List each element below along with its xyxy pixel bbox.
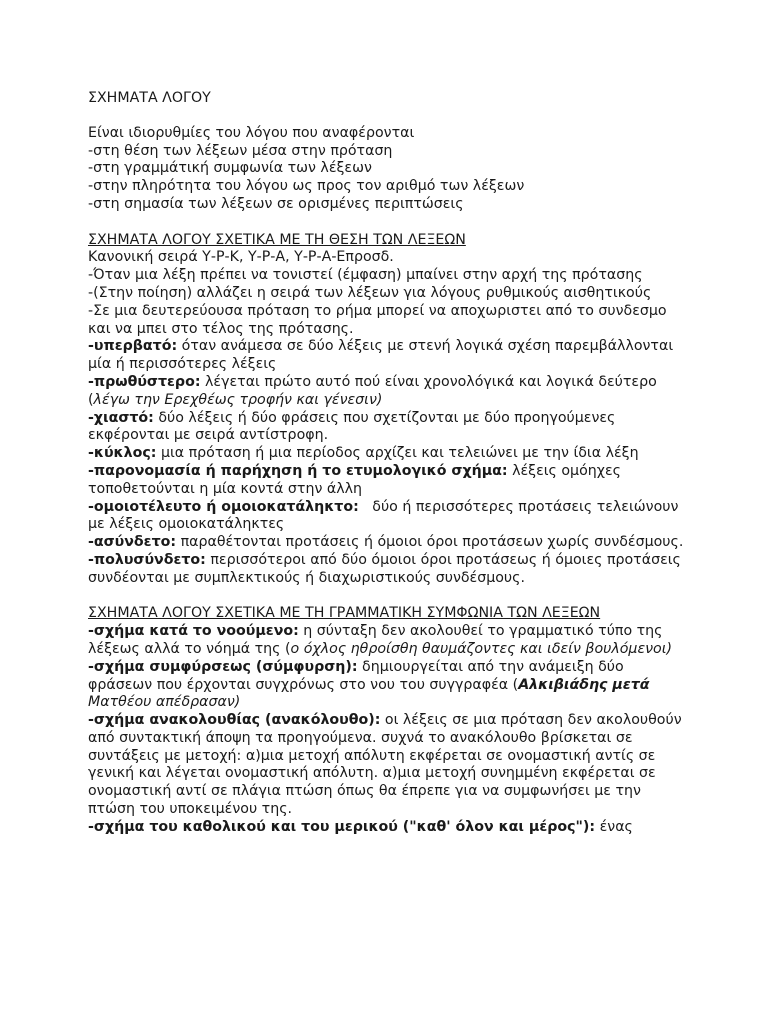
intro-line: -στη θέση των λέξεων μέσα στην πρόταση xyxy=(88,142,393,159)
anacoluthon-entry xyxy=(88,712,688,819)
intro-line: -στην πληρότητα του λόγου ως προς τον αριθμό των λέξεων xyxy=(88,178,525,195)
normal-order-line: Κανονική σειρά Υ-Ρ-Κ, Υ-Ρ-Α, Υ-Ρ-Α-Επροσδ. xyxy=(88,249,394,266)
cycle-text: μια πρόταση ή μια περίοδος αρχίζει και τελειώνει με την ίδια λέξη xyxy=(156,445,639,462)
homoioteleuton-text: δύο ή περισσότερες προτάσεις τελειώνουν με λέξεις ομοιοκατάληκτες xyxy=(88,498,683,533)
homoioteleuton-entry xyxy=(88,499,688,535)
hyperbaton-text: όταν ανάμεσα σε δύο λέξεις με στενή λογικά σχέση παρεμβάλλονται μία ή περισσότερες λέξεις xyxy=(88,338,674,373)
anacoluthon-term: -σχήμα ανακολουθίας (ανακόλουθο): xyxy=(88,712,381,729)
spacer xyxy=(88,214,688,232)
holou-entry xyxy=(88,819,688,837)
homoioteleuton-term: -ομοιοτέλευτο ή ομοιοκατάληκτο: xyxy=(88,498,359,515)
kata-example: ο όχλος ηθροίσθη θαυμάζοντες και ιδείν βουλόμενοι) xyxy=(290,640,673,657)
hysteron-example: λέγω την Ερεχθέως τροφήν και γένεσιν) xyxy=(93,391,383,408)
page-title: ΣΧΗΜΑΤΑ ΛΟΓΟΥ xyxy=(88,90,211,106)
symphyrsis-text: δημιουργείται από την ανάμειξη δύο φράσεων που έρχονται συγχρόνως στο νου του συγγραφέα ( xyxy=(88,658,624,693)
chiasmus-entry xyxy=(88,410,688,446)
chiasmus-term: -χιαστό: xyxy=(88,409,154,426)
symphyrsis-example-bold: Αλκιβιάδης μετά xyxy=(518,676,650,693)
polysyndeton-entry xyxy=(88,552,688,588)
intro-line: Είναι ιδιορυθμίες του λόγου που αναφέρονται xyxy=(88,124,415,141)
chiasmus-text: δύο λέξεις ή δύο φράσεις που σχετίζονται με δύο προηγούμενες εκφέρονται με σειρά αντίστροφη. xyxy=(88,409,616,444)
symphyrsis-term: -σχήμα συμφύρσεως (σύμφυρση): xyxy=(88,658,358,675)
kata-text: η σύνταξη δεν ακολουθεί το γραμματικό τύπο της λέξεως αλλά το νόημά της ( xyxy=(88,623,663,657)
intro-line: -στη σημασία των λέξεων σε ορισμένες περιπτώσεις xyxy=(88,195,464,212)
cycle-term: -κύκλος: xyxy=(88,445,157,462)
section-grammatical-agreement xyxy=(88,605,688,836)
kata-term: -σχήμα κατά το νοούμενο: xyxy=(88,623,299,640)
hysteron-entry xyxy=(88,374,688,410)
symphyrsis-entry xyxy=(88,659,688,712)
cycle-entry xyxy=(88,445,688,463)
hyperbaton-entry xyxy=(88,338,688,374)
symphyrsis-example-rest: Ματθέου απέδρασαν) xyxy=(88,694,241,711)
asyndeton-term: -ασύνδετο: xyxy=(88,534,177,551)
section-word-position xyxy=(88,232,688,588)
intro-line: -στη γραμμάτική συμφωνία των λέξεων xyxy=(88,160,372,177)
paronomasia-term: -παρονομασία ή παρήχηση ή το ετυμολογικό σχήμα: xyxy=(88,462,508,479)
section-heading: ΣΧΗΜΑΤΑ ΛΟΓΟΥ ΣΧΕΤΙΚΑ ΜΕ ΤΗ ΘΕΣΗ ΤΩΝ ΛΕΞΕΩΝ xyxy=(88,231,466,248)
holou-term: -σχήμα του καθολικού και του μερικού ("καθ' όλον και μέρος"): xyxy=(88,818,596,835)
asyndeton-entry xyxy=(88,534,688,552)
polysyndeton-term: -πολυσύνδετο: xyxy=(88,551,206,568)
asyndeton-text: παραθέτονται προτάσεις ή όμοιοι όροι προτάσεων χωρίς συνδέσμους. xyxy=(176,534,684,551)
emphasis-paragraph: -Όταν μια λέξη πρέπει να τονιστεί (έμφαση) μπαίνει στην αρχή της πρότασης xyxy=(88,267,643,284)
paronomasia-text: λέξεις ομόηχες τοποθετούνται η μία κοντά στην άλλη xyxy=(88,462,621,497)
paronomasia-entry xyxy=(88,463,688,499)
hysteron-text: λέγεται πρώτο αυτό πού είναι χρονολόγικά και λογικά δεύτερο ( xyxy=(88,373,657,408)
section-heading: ΣΧΗΜΑΤΑ ΛΟΓΟΥ ΣΧΕΤΙΚΑ ΜΕ ΤΗ ΓΡΑΜΜΑΤΙΚΗ ΣΥΜΦΩΝΙΑ ΤΩΝ ΛΕΞΕΩΝ xyxy=(88,605,601,622)
holou-text: ένας xyxy=(595,818,633,835)
poetry-paragraph: -(Στην ποίηση) αλλάζει η σειρά των λέξεων για λόγους ρυθμικούς αισθητικούς xyxy=(88,284,652,301)
polysyndeton-text: περισσότεροι από δύο όμοιοι όροι προτάσεως ή όμοιες προτάσεις συνδέονται με συμπλεκτικούς ή διαχωριστικούς συνδέσμους. xyxy=(88,551,681,586)
kata-entry xyxy=(88,623,688,659)
anacoluthon-text: οι λέξεις σε μια πρόταση δεν ακολουθούν από συντακτική άποψη τα προηγούμενα. συχνά το ανακόλουθο βρίσκεται σε συντάξεις με μετοχή: α)μια μετοχή απόλυτη εκφέρεται σε ονομαστική αντίς σε γενική και λέγεται ονομαστική απόλυτη. α)μια μετοχή συνημμένη εκφέρεται σε ονομαστική αντί σε πλάγια πτώση όπως θα έπρεπε για να συμφωνήσει με την πτώση του υποκειμένου της. xyxy=(88,712,682,818)
hyperbaton-term: -υπερβατό: xyxy=(88,338,178,355)
spacer xyxy=(88,588,688,606)
intro-block xyxy=(88,125,688,214)
hysteron-term: -πρωθύστερο: xyxy=(88,373,201,390)
subordinate-paragraph: -Σε μια δευτερεύουσα πρόταση το ρήμα μπορεί να αποχωριστει από το συνδεσμο και να μπει στο τέλος της πρότασης. xyxy=(88,302,667,337)
